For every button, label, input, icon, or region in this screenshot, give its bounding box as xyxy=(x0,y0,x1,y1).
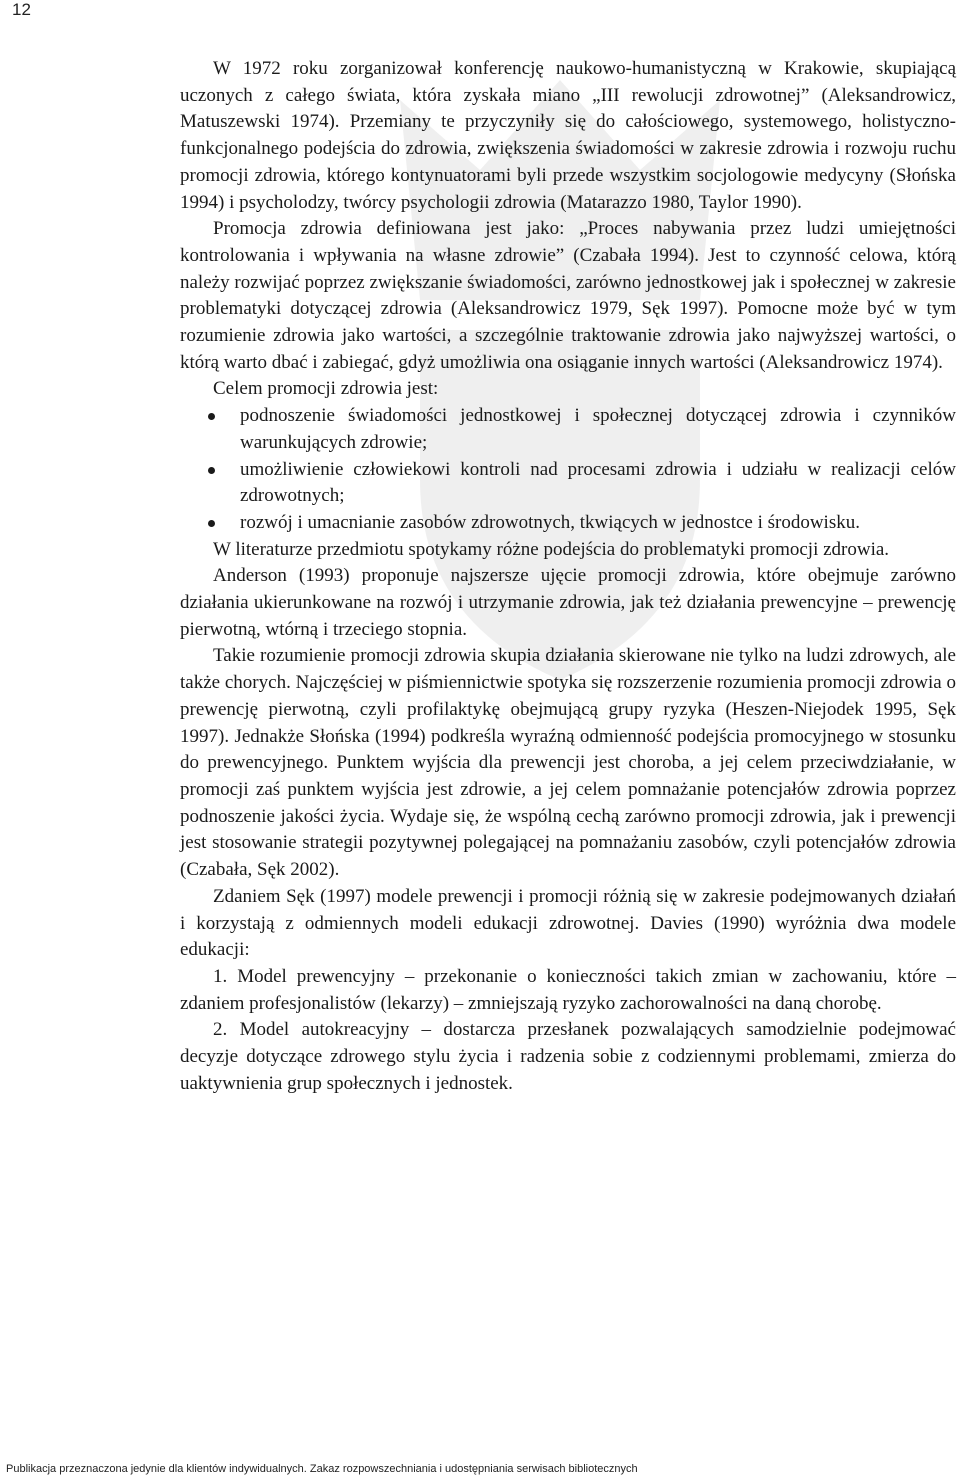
list-item xyxy=(180,510,956,537)
bullet-icon xyxy=(208,467,215,474)
paragraph: W literaturze przedmiotu spotykamy różne podejścia do problematyki promocji zdrowia. xyxy=(213,538,890,560)
list-item xyxy=(180,457,956,510)
paragraph: Anderson (1993) proponuje najszersze ujęcie promocji zdrowia, które obejmuje zarówno działania ukierunkowane na rozwój i utrzymanie zdrowia, jak też działania prewencyjne – prewencję pierwotną, wtórną i trzeciego stopnia. xyxy=(180,565,956,640)
list-item-text: umożliwienie człowiekowi kontroli nad procesami zdrowia i udziału w realizacji celów zdrowotnych; xyxy=(240,458,956,507)
list-item-text: rozwój i umacnianie zasobów zdrowotnych, tkwiących w jednostce i środowisku. xyxy=(240,511,860,533)
paragraph: Zdaniem Sęk (1997) modele prewencji i promocji różnią się w zakresie podejmowanych działań i korzystają z odmiennych modeli edukacji zdrowotnej. Davies (1990) wyróżnia dwa modele edukacji: xyxy=(180,885,956,961)
paragraph: Celem promocji zdrowia jest: xyxy=(213,378,439,400)
bullet-icon xyxy=(208,520,215,527)
footer-notice: Publikacja przeznaczona jedynie dla klientów indywidualnych. Zakaz rozpowszechniania i udostępniania serwisach bibliotecznych xyxy=(6,1463,638,1475)
bullet-icon xyxy=(208,413,215,420)
goals-list xyxy=(180,403,956,537)
paragraph: 1. Model prewencyjny – przekonanie o konieczności takich zmian w zachowaniu, które – zdaniem profesjonalistów (lekarzy) – zmniejszają ryzyko zachorowalności na daną chorobę. xyxy=(180,965,956,1014)
paragraph: Promocja zdrowia definiowana jest jako: „Proces nabywania przez ludzi umiejętności kontrolowania i wpływania na własne zdrowie” (Czabała 1994). Jest to czynność celowa, którą należy rozwijać poprzez zwiększanie świadomości, zarówno jednostkowej jak i społecznej w zakresie problematyki dotyczącej zdrowia (Aleksandrowicz 1979, Sęk 1997). Pomocne może być w tym rozumienie zdrowia jako wartości, a szczególnie traktowanie zdrowia jako najwyższej wartości, o którą warto dbać i zabiegać, gdyż umożliwia ona osiąganie innych wartości (Aleksandrowicz 1974). xyxy=(180,218,956,373)
page-number: 12 xyxy=(12,0,31,19)
list-item-text: podnoszenie świadomości jednostkowej i społecznej dotyczącej zdrowia i czynników warunkujących zdrowie; xyxy=(240,405,956,453)
document-body xyxy=(180,56,956,1097)
paragraph: 2. Model autokreacyjny – dostarcza przesłanek pozwalających samodzielnie podejmować decyzje dotyczące zdrowego stylu życia i radzenia sobie z codziennymi problemami, zmierza do uaktywnienia grup społecznych i jednostek. xyxy=(180,1019,956,1094)
list-item xyxy=(180,403,956,456)
paragraph: W 1972 roku zorganizował konferencję naukowo-humanistyczną w Krakowie, skupiającą uczonych z całego świata, która zyskała miano „III rewolucji zdrowotnej” (Aleksandrowicz, Matuszewski 1974). Przemiany te przyczyniły się do całościowego, systemowego, holistyczno-funkcjonalnego podejścia do zdrowia, zwiększenia świadomości w zakresie zdrowia i rozwoju ruchu promocji zdrowia, którego kontynuatorami byli przede wszystkim socjologowie medycyny (Słońska 1994) i psycholodzy, twórcy psychologii zdrowia (Matarazzo 1980, Taylor 1990). xyxy=(180,58,956,213)
paragraph: Takie rozumienie promocji zdrowia skupia działania skierowane nie tylko na ludzi zdrowych, ale także chorych. Najczęściej w piśmiennictwie spotyka się rozszerzenie rozumienia promocji zdrowia o prewencję pierwotną, czyli profilaktykę obejmującą grupy ryzyka (Heszen-Niejodek 1995, Sęk 1997). Jednakże Słońska (1994) podkreśla wyraźną odmienność podejścia promocyjnego w stosunku do prewencyjnego. Punktem wyjścia dla prewencji jest choroba, a jej celem przeciwdziałanie, w promocji zaś punktem wyjścia jest zdrowie, a jej celem pomnażanie potencjałów zdrowia poprzez podnoszenie jakości życia. Wydaje się, że wspólną cechą zarówno promocji zdrowia, jak i prewencji jest stosowanie strategii pozytywnej polegającej na pomnażaniu zasobów, czyli potencjałów zdrowia (Czabała, Sęk 2002). xyxy=(180,645,956,881)
